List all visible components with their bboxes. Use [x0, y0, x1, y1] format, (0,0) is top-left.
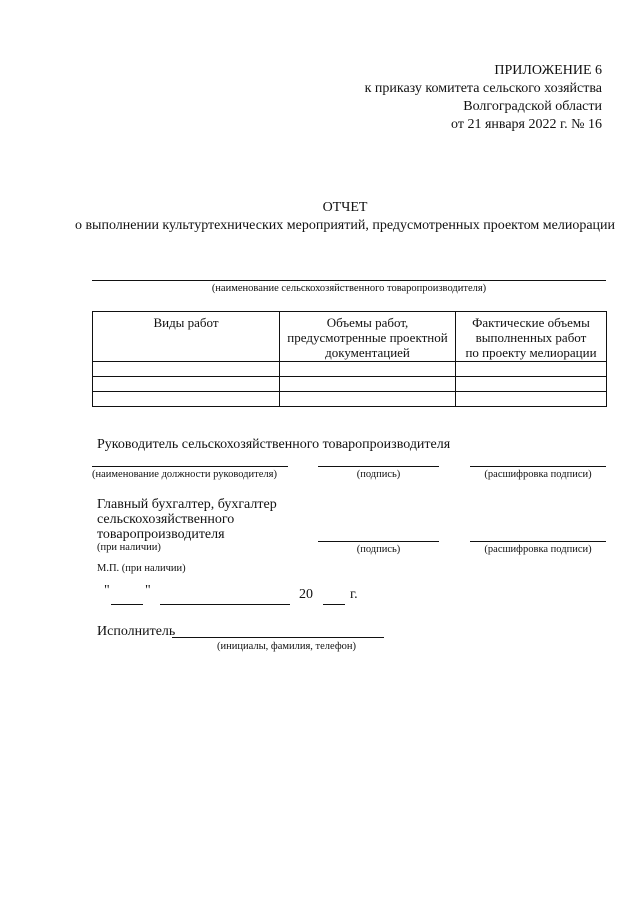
- head-block-title: Руководитель сельскохозяйственного товаропроизводителя: [97, 437, 451, 452]
- accountant-title-line2: сельскохозяйственного: [97, 512, 235, 527]
- head-decoding-caption: (расшифровка подписи): [484, 469, 592, 480]
- region-name: Волгоградской области: [463, 99, 602, 114]
- executor-line: [172, 637, 384, 638]
- accountant-decoding-caption: (расшифровка подписи): [484, 544, 592, 555]
- appendix-label: ПРИЛОЖЕНИЕ 6: [494, 63, 602, 78]
- table-header-row: [93, 312, 607, 362]
- stamp-caption: М.П. (при наличии): [97, 563, 186, 574]
- executor-label: Исполнитель: [97, 624, 176, 639]
- accountant-signature-line: [318, 541, 439, 542]
- date-quote-close: ": [145, 583, 151, 598]
- accountant-decoding-line: [470, 541, 606, 542]
- executor-caption: (инициалы, фамилия, телефон): [217, 641, 357, 652]
- head-signature-line: [318, 466, 439, 467]
- producer-name-caption: (наименование сельскохозяйственного товаропроизводителя): [211, 283, 487, 294]
- head-position-caption: (наименование должности руководителя): [92, 469, 277, 480]
- date-day-line: [111, 604, 143, 605]
- date-quote-open: ": [104, 583, 110, 598]
- producer-name-line: [92, 280, 606, 281]
- table-row: [93, 362, 607, 377]
- head-position-line: [92, 466, 288, 467]
- head-decoding-line: [470, 466, 606, 467]
- header-work-types: Виды работ: [93, 312, 280, 362]
- accountant-presence-caption: (при наличии): [97, 542, 161, 553]
- date-year-suffix: г.: [350, 587, 358, 602]
- accountant-title-line1: Главный бухгалтер, бухгалтер: [97, 497, 277, 512]
- table-row: [93, 377, 607, 392]
- header-actual-volumes: Фактические объемы выполненных работ по проекту мелиорации: [456, 312, 607, 362]
- head-signature-caption: (подпись): [356, 469, 401, 480]
- accountant-signature-caption: (подпись): [356, 544, 401, 555]
- works-table: [92, 311, 607, 407]
- order-date: от 21 января 2022 г. № 16: [451, 117, 602, 132]
- report-title: ОТЧЕТ: [322, 200, 368, 215]
- order-reference: к приказу комитета сельского хозяйства: [364, 81, 602, 96]
- report-subtitle: о выполнении культуртехнических мероприятий, предусмотренных проектом мелиорации: [74, 218, 616, 233]
- table-row: [93, 392, 607, 407]
- accountant-title-line3: товаропроизводителя: [97, 527, 225, 542]
- date-year-prefix: 20: [299, 587, 313, 602]
- date-month-line: [160, 604, 290, 605]
- header-planned-volumes: Объемы работ, предусмотренные проектной документацией: [280, 312, 456, 362]
- date-year-line: [323, 604, 345, 605]
